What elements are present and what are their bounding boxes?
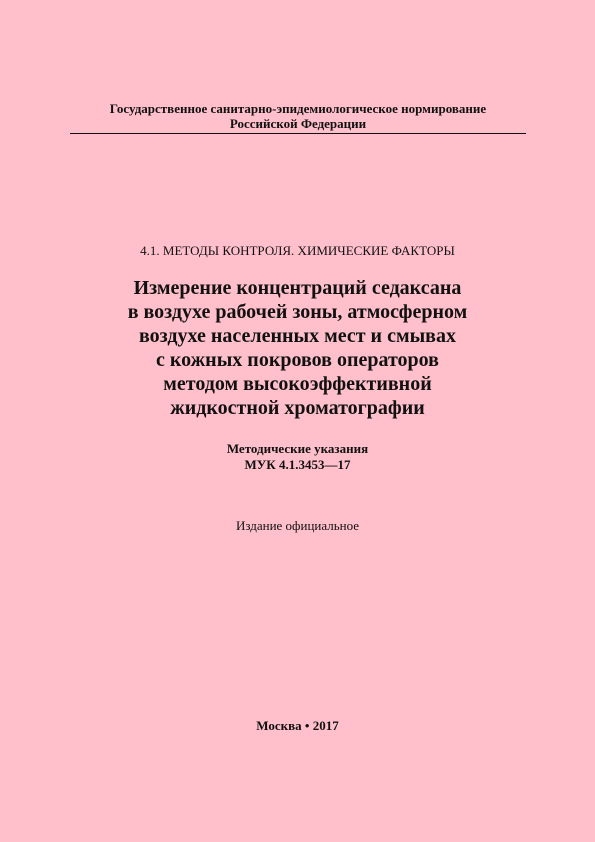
document-type-block (0, 441, 595, 473)
publication-place-year: Москва • 2017 (256, 718, 339, 733)
title-line: в воздухе рабочей зоны, атмосферном (127, 301, 468, 323)
header-divider (70, 133, 526, 134)
header-line-1: Государственное санитарно-эпидемиологическое нормирование (109, 101, 487, 116)
title-line: жидкостной хроматографии (170, 397, 425, 419)
document-title (0, 276, 595, 420)
title-line: воздухе населенных мест и смывах (138, 325, 456, 347)
document-type-label: Методические указания (226, 441, 369, 456)
title-line: методом высокоэффективной (163, 373, 432, 395)
title-line: с кожных покровов операторов (156, 349, 439, 371)
edition-note: Издание официальное (235, 518, 360, 533)
document-number: МУК 4.1.3453—17 (244, 457, 351, 472)
header-line-2: Российской Федерации (229, 116, 367, 131)
title-line: Измерение концентраций седаксана (133, 277, 462, 299)
series-title: 4.1. МЕТОДЫ КОНТРОЛЯ. ХИМИЧЕСКИЕ ФАКТОРЫ (140, 243, 455, 258)
issuing-authority-header (70, 101, 526, 131)
